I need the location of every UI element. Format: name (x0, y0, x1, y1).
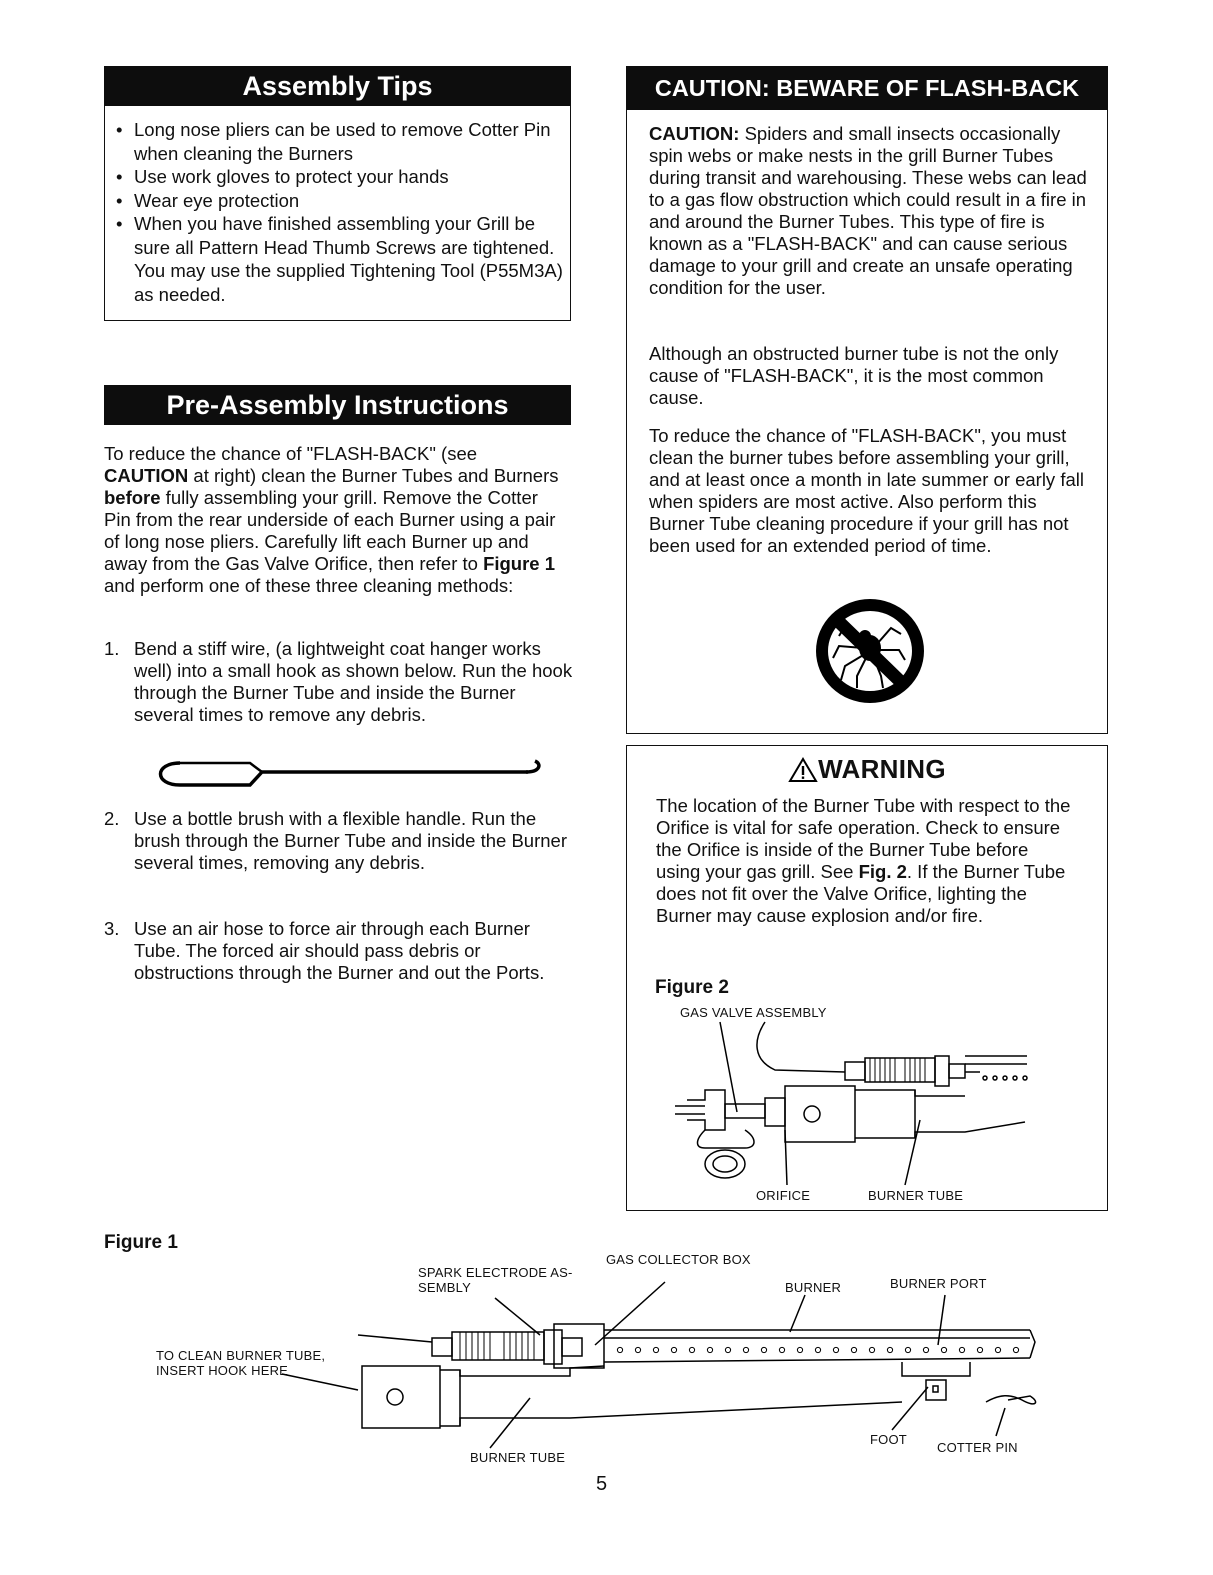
no-spiders-icon (805, 596, 935, 706)
figure1-label-cotter-pin: COTTER PIN (937, 1440, 1018, 1455)
step-1: 1. Bend a stiff wire, (a lightweight coat hanger works well) into a small hook as shown below. Run the hook through the Burner Tube and inside the Burner several times to remove any debris. (104, 638, 573, 725)
list-item: • When you have finished assembling your Grill be sure all Pattern Head Thumb Screws are tightened. You may use the supplied Tightening Tool (P55M3A) as needed. (108, 212, 568, 306)
step-3: 3. Use an air hose to force air through each Burner Tube. The forced air should pass debris or obstructions through the Burner and out the Ports. (104, 918, 545, 983)
assembly-tips-heading: Assembly Tips (104, 66, 571, 106)
figure2-label-gas-valve-assembly: GAS VALVE ASSEMBLY (680, 1005, 827, 1020)
figure1-drawing (150, 1290, 1050, 1460)
figure2-label-orifice: ORIFICE (756, 1188, 811, 1203)
figure1-label-spark-electrode-2: SEMBLY (418, 1280, 471, 1295)
step-number: 3. (104, 918, 120, 939)
figure1-label-spark-electrode-1: SPARK ELECTRODE AS- (418, 1265, 573, 1280)
figure1-label-foot: FOOT (870, 1432, 907, 1447)
assembly-tips-list (108, 118, 568, 306)
pre-assembly-heading: Pre-Assembly Instructions (104, 385, 571, 425)
wire-hook-drawing (150, 760, 570, 790)
figure1-label-clean-1: TO CLEAN BURNER TUBE, (156, 1348, 326, 1363)
list-item: • Long nose pliers can be used to remove Cotter Pin when cleaning the Burners (108, 118, 568, 165)
warning-title: WARNING (626, 754, 1108, 785)
pre-assembly-intro: To reduce the chance of "FLASH-BACK" (see CAUTION at right) clean the Burner Tubes and Burners before fully assembling your grill. Remove the Cotter Pin from the rear underside of each Burner using a pair of long nose pliers. Carefully lift each Burner up and away from the Gas Valve Orifice, then refer to Figure 1 and perform one of these three cleaning methods: (104, 443, 559, 596)
step-number: 2. (104, 808, 120, 829)
figure1-label-burner-port: BURNER PORT (890, 1276, 987, 1291)
step-number: 1. (104, 638, 120, 659)
figure1-label-gas-collector-box: GAS COLLECTOR BOX (606, 1252, 751, 1267)
figure2-drawing (665, 1020, 1045, 1190)
figure1-title: Figure 1 (104, 1232, 178, 1253)
figure2-label-burner-tube: BURNER TUBE (868, 1188, 964, 1203)
caution-paragraph-3: To reduce the chance of "FLASH-BACK", you must clean the burner tubes before assembling your grill, and at least once a month in late summer or early fall when spiders are most active. Also perform this Burner Tube cleaning procedure if your grill has not been used for an extended period of time. (649, 425, 1084, 556)
caution-heading: CAUTION: BEWARE OF FLASH-BACK (626, 66, 1108, 110)
figure1-label-burner-tube: BURNER TUBE (470, 1450, 566, 1465)
figure1-label-clean-2: INSERT HOOK HERE (156, 1363, 289, 1378)
figure2-title: Figure 2 (655, 977, 729, 998)
figure1-label-burner: BURNER (785, 1280, 842, 1295)
page-number: 5 (596, 1473, 608, 1495)
caution-paragraph-2: Although an obstructed burner tube is not the only cause of "FLASH-BACK", it is the most common cause. (649, 343, 1059, 408)
warning-text: The location of the Burner Tube with respect to the Orifice is vital for safe operation. Check to ensure the Orifice is inside of the Burner Tube before using your gas grill. See Fig. 2. If the Burner Tube does not fit over the Valve Orifice, lighting the Burner may cause explosion and/or fire. (656, 795, 1071, 926)
caution-paragraph-1: CAUTION: Spiders and small insects occasionally spin webs or make nests in the grill Burner Tubes during transit and warehousing. These webs can lead to a gas flow obstruction which could result in a fire in and around the Burner Tubes. This type of fire is known as a "FLASH-BACK" and can cause serious damage to your grill and create an unsafe operating condition for the user. (649, 123, 1087, 298)
step-2: 2. Use a bottle brush with a flexible handle. Run the brush through the Burner Tube and inside the Burner several times, removing any debris. (104, 808, 567, 873)
list-item: • Use work gloves to protect your hands (108, 165, 568, 189)
warning-triangle-icon (788, 757, 818, 783)
list-item: • Wear eye protection (108, 189, 568, 213)
